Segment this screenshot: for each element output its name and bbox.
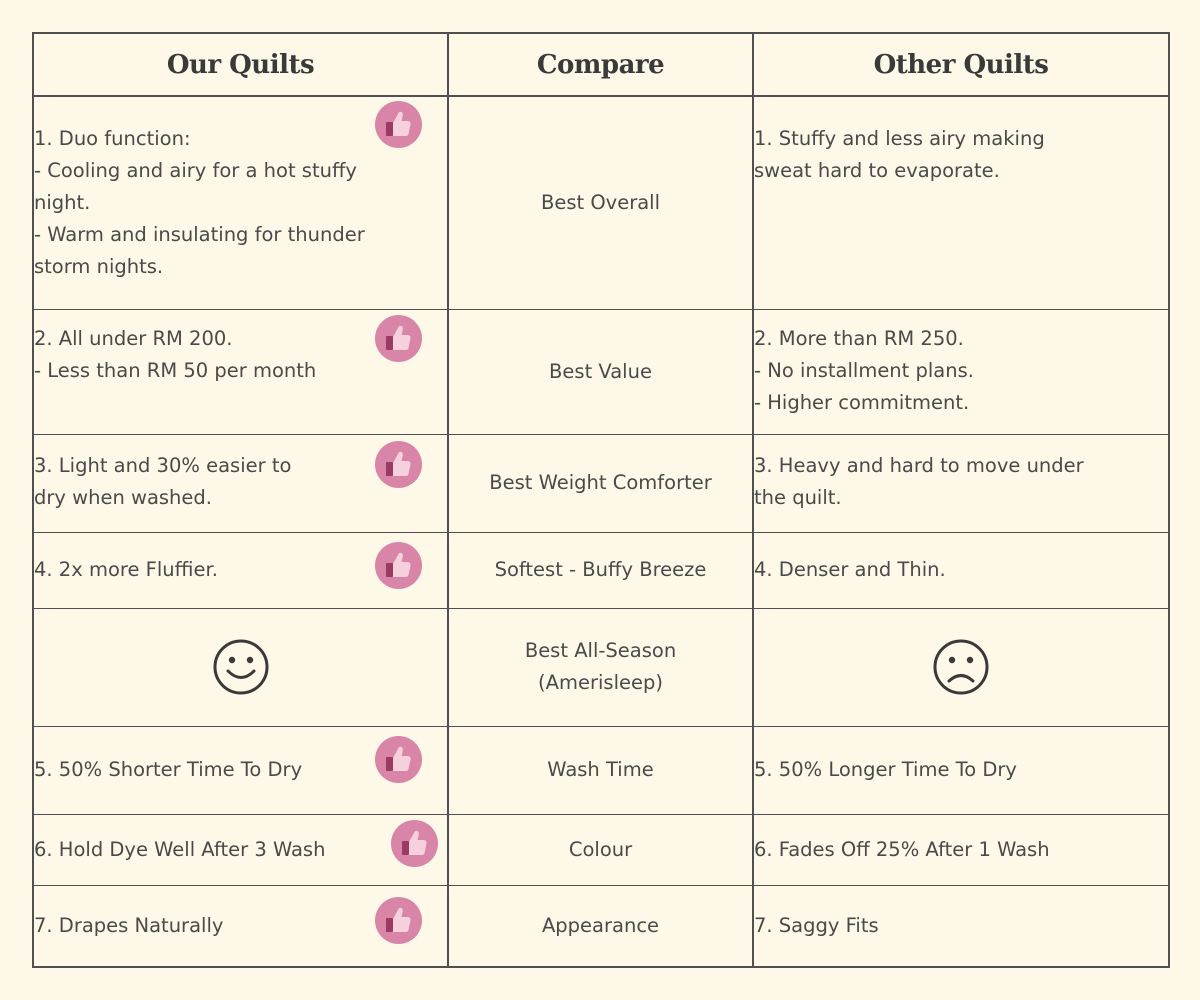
compare-text-line: Best Overall bbox=[540, 190, 661, 214]
compare-cell bbox=[448, 885, 753, 967]
other-text-line: 6. Fades Off 25% After 1 Wash bbox=[754, 837, 1050, 861]
our-quilts-cell bbox=[33, 309, 448, 434]
table-row bbox=[33, 309, 1169, 434]
our-text-line: 5. 50% Shorter Time To Dry bbox=[34, 758, 303, 781]
our-quilts-cell bbox=[33, 814, 448, 885]
compare-text-line: Best Weight Comforter bbox=[489, 471, 712, 494]
compare-text-line: Wash Time bbox=[547, 758, 654, 781]
other-text-line: 1. Stuffy and less airy making bbox=[754, 127, 1045, 150]
compare-cell bbox=[448, 726, 753, 814]
our-quilts-cell bbox=[33, 532, 448, 608]
compare-text-line: (Amerisleep) bbox=[538, 671, 663, 694]
compare-cell bbox=[448, 608, 753, 726]
thumbs-up-icon bbox=[375, 315, 422, 362]
our-text-line: 4. 2x more Fluffier. bbox=[34, 558, 218, 581]
table-row bbox=[33, 814, 1169, 885]
other-text-line: the quilt. bbox=[754, 485, 842, 509]
header-compare: Compare bbox=[448, 33, 753, 96]
table-row bbox=[33, 885, 1169, 967]
compare-text-line: Best Value bbox=[549, 359, 652, 383]
our-text-line: - Warm and insulating for thunder bbox=[34, 223, 365, 246]
table-row bbox=[33, 532, 1169, 608]
compare-text-line: Appearance bbox=[541, 913, 660, 937]
happy-face-icon bbox=[213, 639, 269, 695]
compare-text-line: Colour bbox=[568, 837, 633, 861]
compare-text-line: Softest - Buffy Breeze bbox=[494, 558, 707, 581]
header-our-quilts: Our Quilts bbox=[33, 33, 448, 96]
header-other-quilts: Other Quilts bbox=[753, 33, 1169, 96]
table-row bbox=[33, 726, 1169, 814]
other-text-line: 7. Saggy Fits bbox=[754, 913, 879, 937]
our-text-line: - Cooling and airy for a hot stuffy bbox=[34, 159, 357, 182]
other-quilts-cell bbox=[753, 309, 1169, 434]
compare-cell bbox=[448, 96, 753, 309]
thumbs-up-icon bbox=[375, 101, 422, 148]
header-row bbox=[33, 33, 1169, 96]
comparison-table bbox=[32, 32, 1170, 968]
thumbs-up-icon bbox=[375, 542, 422, 589]
other-text-line: 5. 50% Longer Time To Dry bbox=[754, 758, 1017, 781]
other-quilts-cell bbox=[753, 434, 1169, 532]
our-text-line: dry when washed. bbox=[34, 485, 212, 509]
other-text-line: 3. Heavy and hard to move under bbox=[754, 453, 1084, 477]
table-row bbox=[33, 434, 1169, 532]
other-quilts-cell bbox=[753, 726, 1169, 814]
our-quilts-cell bbox=[33, 726, 448, 814]
other-quilts-cell bbox=[753, 885, 1169, 967]
our-quilts-cell bbox=[33, 885, 448, 967]
compare-cell bbox=[448, 309, 753, 434]
our-text-line: 1. Duo function: bbox=[34, 127, 191, 150]
table-row bbox=[33, 96, 1169, 309]
compare-cell bbox=[448, 814, 753, 885]
our-quilts-cell bbox=[33, 434, 448, 532]
thumbs-up-icon bbox=[375, 736, 422, 783]
other-text-line: sweat hard to evaporate. bbox=[754, 159, 1000, 182]
other-text-line: - No installment plans. bbox=[754, 358, 974, 382]
our-quilts-cell bbox=[33, 608, 448, 726]
our-text-line: night. bbox=[34, 191, 91, 214]
other-text-line: - Higher commitment. bbox=[754, 390, 970, 414]
other-text-line: 2. More than RM 250. bbox=[754, 326, 964, 350]
our-text-line: 3. Light and 30% easier to bbox=[34, 453, 292, 477]
compare-cell bbox=[448, 532, 753, 608]
other-quilts-cell bbox=[753, 96, 1169, 309]
our-text-line: 7. Drapes Naturally bbox=[34, 913, 224, 937]
compare-text-line: Best All-Season bbox=[524, 639, 677, 662]
sad-face-icon bbox=[933, 639, 989, 695]
our-text-line: 6. Hold Dye Well After 3 Wash bbox=[34, 837, 326, 861]
thumbs-up-icon bbox=[375, 897, 422, 944]
other-text-line: 4. Denser and Thin. bbox=[754, 558, 946, 581]
our-quilts-cell bbox=[33, 96, 448, 309]
other-quilts-cell bbox=[753, 814, 1169, 885]
our-text-line: - Less than RM 50 per month bbox=[34, 358, 317, 382]
our-text-line: storm nights. bbox=[34, 255, 164, 278]
compare-cell bbox=[448, 434, 753, 532]
other-quilts-cell bbox=[753, 532, 1169, 608]
thumbs-up-icon bbox=[391, 820, 438, 867]
table-row bbox=[33, 608, 1169, 726]
thumbs-up-icon bbox=[375, 441, 422, 488]
our-text-line: 2. All under RM 200. bbox=[34, 326, 233, 350]
other-quilts-cell bbox=[753, 608, 1169, 726]
